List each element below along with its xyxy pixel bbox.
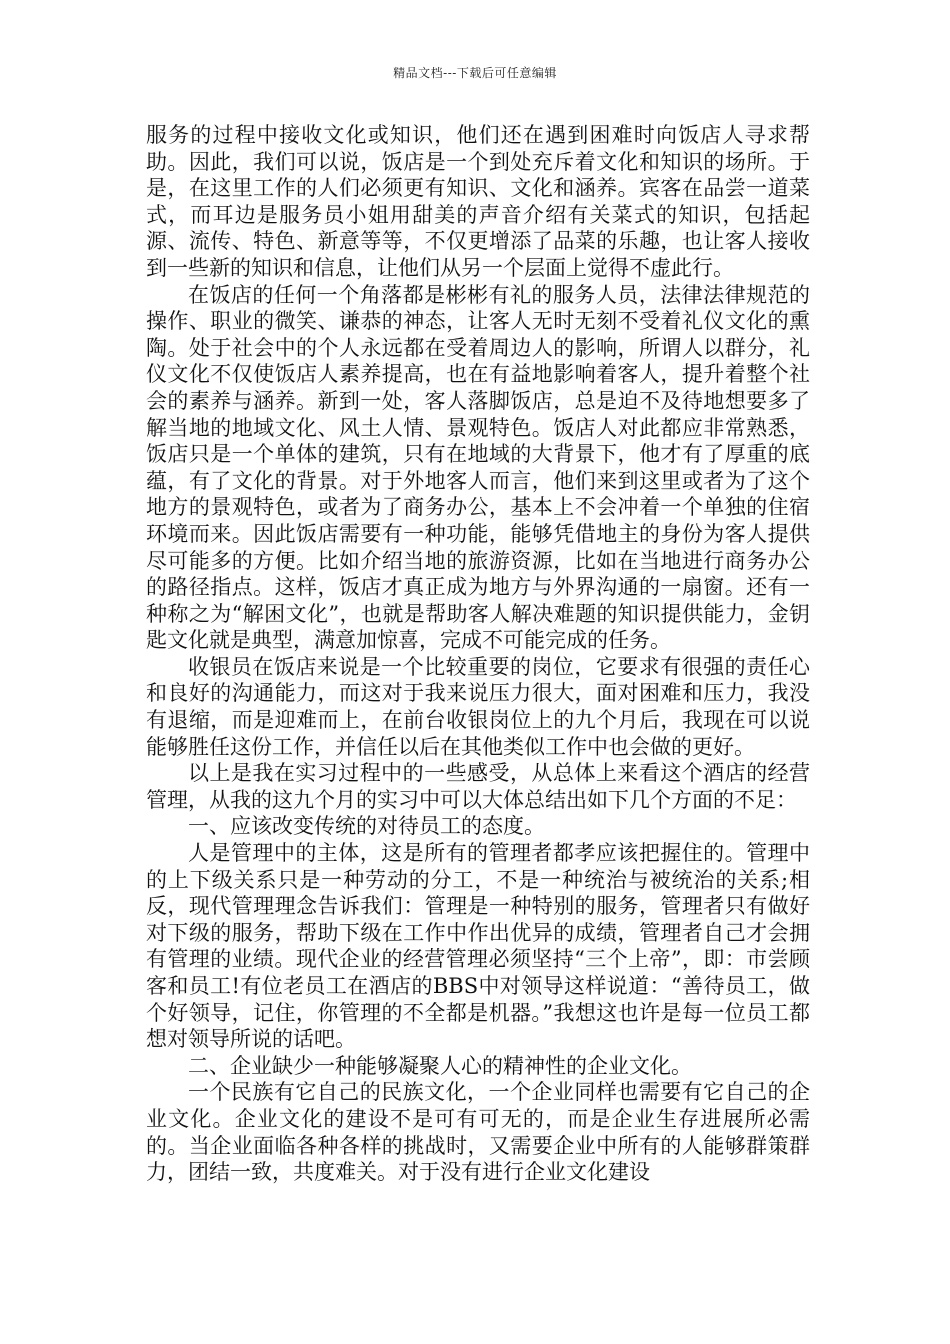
paragraph-4: 以上是我在实习过程中的一些感受，从总体上来看这个酒店的经营管理，从我的这九个月的实习中可以大体总结出如下几个方面的不足： <box>146 761 810 812</box>
paragraph-6: 一个民族有它自己的民族文化，一个企业同样也需要有它自己的企业文化。企业文化的建设不是可有可无的，而是企业生存进展所必需的。当企业面临各种各样的挑战时，又需要企业中所有的人能够群策群力，团结一致，共度难关。对于没有进行企业文化建设 <box>146 1080 810 1185</box>
paragraph-3: 收银员在饭店来说是一个比较重要的岗位，它要求有很强的责任心和良好的沟通能力，而这对于我来说压力很大，面对困难和压力，我没有退缩，而是迎难而上，在前台收银岗位上的九个月后，我现在可以说能够胜任这份工作，并信任以后在其他类似工作中也会做的更好。 <box>146 654 810 759</box>
page-header: 精品文档---下载后可任意编辑 <box>393 66 557 80</box>
document-body <box>146 122 810 1186</box>
paragraph-5: 人是管理中的主体，这是所有的管理者都孝应该把握住的。管理中的上下级关系只是一种劳动的分工，不是一种统治与被统治的关系;相反，现代管理理念告诉我们：管理是一种特别的服务，管理者只有做好对下级的服务，帮助下级在工作中作出优异的成绩，管理者自己才会拥有管理的业绩。现代企业的经营管理必须坚持“三个上帝”，即：市尝顾客和员工!有位老员工在酒店的BBS中对领导这样说道：“善待员工，做个好领导，记住，你管理的不全都是机器。”我想这也许是每一位员工都想对领导所说的话吧。 <box>146 841 810 1052</box>
section-heading-1: 一、应该改变传统的对待员工的态度。 <box>188 814 545 839</box>
section-heading-2: 二、企业缺少一种能够凝聚人心的精神性的企业文化。 <box>188 1053 692 1078</box>
paragraph-2: 在饭店的任何一个角落都是彬彬有礼的服务人员，法律法律规范的操作、职业的微笑、谦恭的神态，让客人无时无刻不受着礼仪文化的熏陶。处于社会中的个人永远都在受着周边人的影响，所谓人以群分，礼仪文化不仅使饭店人素养提高，也在有益地影响着客人，提升着整个社会的素养与涵养。新到一处，客人落脚饭店，总是迫不及待地想要多了解当地的地域文化、风土人情、景观特色。饭店人对此都应非常熟悉，饭店只是一个单体的建筑，只有在地域的大背景下，他才有了厚重的底蕴，有了文化的背景。对于外地客人而言，他们来到这里或者为了这个地方的景观特色，或者为了商务办公，基本上不会冲着一个单独的住宿环境而来。因此饭店需要有一种功能，能够凭借地主的身份为客人提供尽可能多的方便。比如介绍当地的旅游资源，比如在当地进行商务办公的路径指点。这样，饭店才真正成为地方与外界沟通的一扇窗。还有一种称之为“解困文化”，也就是帮助客人解决难题的知识提供能力，金钥匙文化就是典型，满意加惊喜，完成不可能完成的任务。 <box>146 282 810 653</box>
paragraph-1: 服务的过程中接收文化或知识，他们还在遇到困难时向饭店人寻求帮助。因此，我们可以说，饭店是一个到处充斥着文化和知识的场所。于是，在这里工作的人们必须更有知识、文化和涵养。宾客在品尝一道菜式，而耳边是服务员小姐用甜美的声音介绍有关菜式的知识，包括起源、流传、特色、新意等等，不仅更增添了品菜的乐趣，也让客人接收到一些新的知识和信息，让他们从另一个层面上觉得不虚此行。 <box>146 123 810 280</box>
